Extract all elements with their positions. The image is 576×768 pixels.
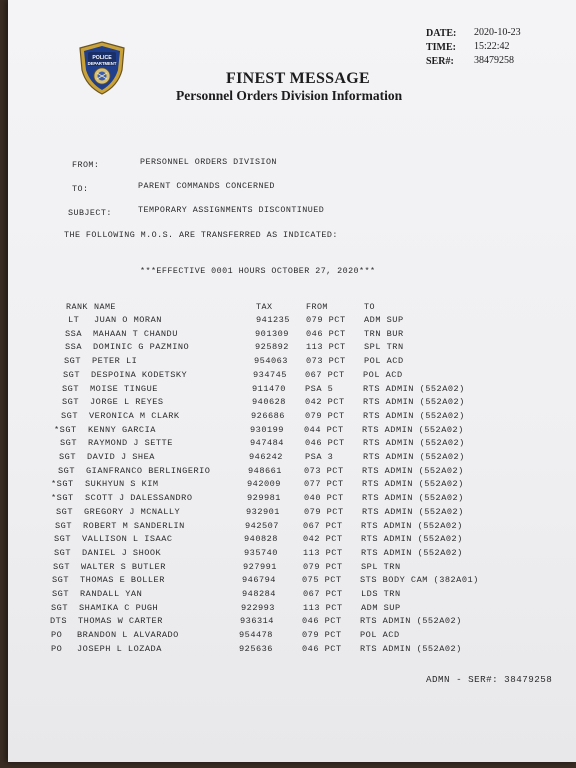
rank-cell: SGT <box>54 547 71 558</box>
from-cell: 079 PCT <box>304 506 344 517</box>
transfer-statement: THE FOLLOWING M.O.S. ARE TRANSFERRED AS INDICATED: <box>64 230 338 240</box>
to-cell: STS BODY CAM (382A01) <box>360 575 479 586</box>
tax-cell: 940828 <box>244 534 278 545</box>
tax-cell: 934745 <box>253 369 287 380</box>
rank-cell: SGT <box>56 506 73 517</box>
name-cell: VERONICA M CLARK <box>89 410 180 421</box>
from-value: PERSONNEL ORDERS DIVISION <box>140 157 277 167</box>
tax-cell: 946242 <box>249 452 283 462</box>
document-title: FINEST MESSAGE <box>226 70 370 87</box>
badge-text-police: POLICE <box>92 55 112 61</box>
name-cell: SCOTT J DALESSANDRO <box>85 493 193 504</box>
from-cell: 079 PCT <box>305 410 345 421</box>
to-cell: RTS ADMIN (552A02) <box>362 424 464 435</box>
from-label: FROM: <box>72 160 100 170</box>
to-cell: RTS ADMIN (552A02) <box>362 465 464 476</box>
rank-cell: DTS <box>50 616 67 627</box>
from-cell: 042 PCT <box>303 534 343 545</box>
from-cell: 067 PCT <box>305 369 345 380</box>
rank-cell: SGT <box>60 438 77 449</box>
to-cell: RTS ADMIN (552A02) <box>362 506 464 517</box>
effective-date-line: ***EFFECTIVE 0001 HOURS OCTOBER 27, 2020*** <box>140 266 376 276</box>
ser-label: SER#: <box>426 56 454 67</box>
to-value: PARENT COMMANDS CONCERNED <box>138 181 275 191</box>
rank-cell: PO <box>51 643 63 654</box>
document-subtitle: Personnel Orders Division Information <box>176 88 403 103</box>
to-label: TO: <box>72 184 89 194</box>
to-cell: SPL TRN <box>364 342 404 353</box>
table-row <box>8 630 576 643</box>
tax-cell: 925892 <box>255 342 289 353</box>
tax-cell: 947484 <box>250 438 284 449</box>
name-cell: SUKHYUN S KIM <box>85 479 159 490</box>
name-cell: RAYMOND J SETTE <box>88 438 173 449</box>
to-cell: RTS ADMIN (552A02) <box>363 383 465 394</box>
rank-cell: SGT <box>61 410 78 421</box>
name-cell: THOMAS W CARTER <box>78 616 163 627</box>
footer-serial: ADMN - SER#: 38479258 <box>426 674 553 685</box>
column-header-tax: TAX <box>256 302 273 312</box>
name-cell: WALTER S BUTLER <box>81 561 166 572</box>
from-cell: PSA 3 <box>305 452 334 462</box>
name-cell: SHAMIKA C PUGH <box>79 602 159 613</box>
tax-cell: 940628 <box>252 397 286 408</box>
name-cell: DESPOINA KODETSKY <box>91 369 188 380</box>
to-cell: RTS ADMIN (552A02) <box>361 547 463 558</box>
from-cell: 113 PCT <box>303 547 343 558</box>
from-cell: 046 PCT <box>305 438 345 449</box>
table-row <box>8 466 576 479</box>
tax-cell: 948661 <box>248 465 282 476</box>
rank-cell: SGT <box>58 465 75 476</box>
name-cell: MOISE TINGUE <box>90 383 158 394</box>
from-cell: 067 PCT <box>303 520 343 531</box>
table-row <box>8 479 576 492</box>
date-label: DATE: <box>426 28 457 39</box>
document-page <box>8 0 576 762</box>
to-cell: RTS ADMIN (552A02) <box>360 643 462 654</box>
subject-value: TEMPORARY ASSIGNMENTS DISCONTINUED <box>138 205 325 215</box>
rank-cell: SGT <box>62 397 79 408</box>
table-row <box>8 548 576 561</box>
from-cell: 042 PCT <box>305 397 345 408</box>
from-cell: 079 PCT <box>306 315 346 325</box>
to-cell: RTS ADMIN (552A02) <box>362 493 464 504</box>
badge-text-department: DEPARTMENT <box>87 61 117 66</box>
name-cell: JOSEPH L LOZADA <box>77 643 162 654</box>
rank-cell: SGT <box>54 534 71 545</box>
tax-cell: 942507 <box>245 520 279 531</box>
table-row <box>8 562 576 575</box>
name-cell: MAHAAN T CHANDU <box>93 328 178 339</box>
tax-cell: 929981 <box>247 493 281 504</box>
table-row <box>8 493 576 506</box>
name-cell: DANIEL J SHOOK <box>82 547 162 558</box>
ser-value: 38479258 <box>474 55 514 66</box>
rank-cell: SGT <box>64 356 81 367</box>
to-cell: RTS ADMIN (552A02) <box>362 479 464 490</box>
from-cell: 073 PCT <box>306 356 346 367</box>
tax-cell: 946794 <box>242 575 276 586</box>
table-row <box>8 384 576 397</box>
from-cell: 040 PCT <box>304 493 344 504</box>
rank-cell: *SGT <box>54 424 77 435</box>
table-row <box>8 356 576 369</box>
table-row <box>8 329 576 342</box>
from-cell: PSA 5 <box>305 383 334 394</box>
to-cell: RTS ADMIN (552A02) <box>363 410 465 421</box>
name-cell: JUAN O MORAN <box>94 315 162 325</box>
rank-cell: SGT <box>59 452 76 462</box>
table-row <box>8 438 576 451</box>
column-header-to: TO <box>364 302 375 312</box>
tax-cell: 941235 <box>256 315 290 325</box>
rank-cell: SGT <box>51 602 68 613</box>
to-cell: POL ACD <box>360 630 400 641</box>
table-row <box>8 397 576 410</box>
name-cell: DAVID J SHEA <box>87 452 155 462</box>
name-cell: BRANDON L ALVARADO <box>77 630 179 641</box>
table-row <box>8 452 576 465</box>
tax-cell: 954478 <box>239 630 273 641</box>
table-row <box>8 342 576 355</box>
date-value: 2020-10-23 <box>474 27 521 38</box>
table-row <box>8 315 576 328</box>
time-value: 15:22:42 <box>474 41 510 52</box>
to-cell: POL ACD <box>363 369 403 380</box>
tax-cell: 948284 <box>242 589 276 599</box>
from-cell: 113 PCT <box>306 342 346 353</box>
tax-cell: 927991 <box>243 561 277 572</box>
to-cell: LDS TRN <box>361 589 401 599</box>
time-label: TIME: <box>426 42 456 53</box>
rank-cell: LT <box>68 315 80 325</box>
tax-cell: 935740 <box>244 547 278 558</box>
table-row <box>8 507 576 520</box>
table-row <box>8 603 576 616</box>
tax-cell: 925636 <box>239 643 273 654</box>
rank-cell: SGT <box>53 561 70 572</box>
table-row <box>8 534 576 547</box>
to-cell: ADM SUP <box>361 602 401 613</box>
tax-cell: 936314 <box>240 616 274 627</box>
tax-cell: 901309 <box>255 328 289 339</box>
name-cell: RANDALL YAN <box>80 589 143 599</box>
to-cell: ADM SUP <box>364 315 404 325</box>
to-cell: RTS ADMIN (552A02) <box>361 520 463 531</box>
to-cell: SPL TRN <box>361 561 401 572</box>
tax-cell: 922993 <box>241 602 275 613</box>
rank-cell: PO <box>51 630 63 641</box>
to-cell: RTS ADMIN (552A02) <box>363 438 465 449</box>
from-cell: 046 PCT <box>306 328 346 339</box>
table-row <box>8 644 576 657</box>
column-header-rank: RANK <box>66 302 88 312</box>
tax-cell: 930199 <box>250 424 284 435</box>
name-cell: PETER LI <box>92 356 138 367</box>
to-cell: TRN BUR <box>364 328 404 339</box>
from-cell: 079 PCT <box>303 561 343 572</box>
from-cell: 073 PCT <box>304 465 344 476</box>
name-cell: KENNY GARCIA <box>88 424 156 435</box>
from-cell: 046 PCT <box>302 616 342 627</box>
tax-cell: 942009 <box>247 479 281 490</box>
table-row <box>8 589 576 602</box>
from-cell: 067 PCT <box>303 589 343 599</box>
to-cell: RTS ADMIN (552A02) <box>361 534 463 545</box>
tax-cell: 954063 <box>254 356 288 367</box>
rank-cell: SGT <box>55 520 72 531</box>
to-cell: RTS ADMIN (552A02) <box>360 616 462 627</box>
rank-cell: SGT <box>52 575 69 586</box>
table-row <box>8 616 576 629</box>
name-cell: VALLISON L ISAAC <box>82 534 173 545</box>
table-row <box>8 370 576 383</box>
tax-cell: 932901 <box>246 506 280 517</box>
rank-cell: SGT <box>52 589 69 599</box>
name-cell: JORGE L REYES <box>90 397 164 408</box>
table-row <box>8 575 576 588</box>
from-cell: 044 PCT <box>304 424 344 435</box>
name-cell: GIANFRANCO BERLINGERIO <box>86 465 211 476</box>
column-header-from: FROM <box>306 302 328 312</box>
name-cell: GREGORY J MCNALLY <box>84 506 181 517</box>
rank-cell: *SGT <box>51 479 74 490</box>
from-cell: 046 PCT <box>302 643 342 654</box>
police-badge-icon <box>76 40 128 96</box>
from-cell: 113 PCT <box>303 602 343 613</box>
column-header-name: NAME <box>94 302 116 312</box>
rank-cell: *SGT <box>51 493 74 504</box>
rank-cell: SGT <box>63 369 80 380</box>
table-row <box>8 411 576 424</box>
table-row <box>8 425 576 438</box>
tax-cell: 926686 <box>251 410 285 421</box>
to-cell: RTS ADMIN (552A02) <box>363 397 465 408</box>
from-cell: 077 PCT <box>304 479 344 490</box>
to-cell: RTS ADMIN (552A02) <box>363 452 465 462</box>
rank-cell: SSA <box>65 328 82 339</box>
name-cell: THOMAS E BOLLER <box>80 575 165 586</box>
to-cell: POL ACD <box>364 356 404 367</box>
rank-cell: SGT <box>62 383 79 394</box>
table-row <box>8 521 576 534</box>
name-cell: DOMINIC G PAZMINO <box>93 342 190 353</box>
rank-cell: SSA <box>65 342 82 353</box>
from-cell: 075 PCT <box>302 575 342 586</box>
subject-label: SUBJECT: <box>68 208 112 218</box>
name-cell: ROBERT M SANDERLIN <box>83 520 185 531</box>
from-cell: 079 PCT <box>302 630 342 641</box>
tax-cell: 911470 <box>252 383 286 394</box>
